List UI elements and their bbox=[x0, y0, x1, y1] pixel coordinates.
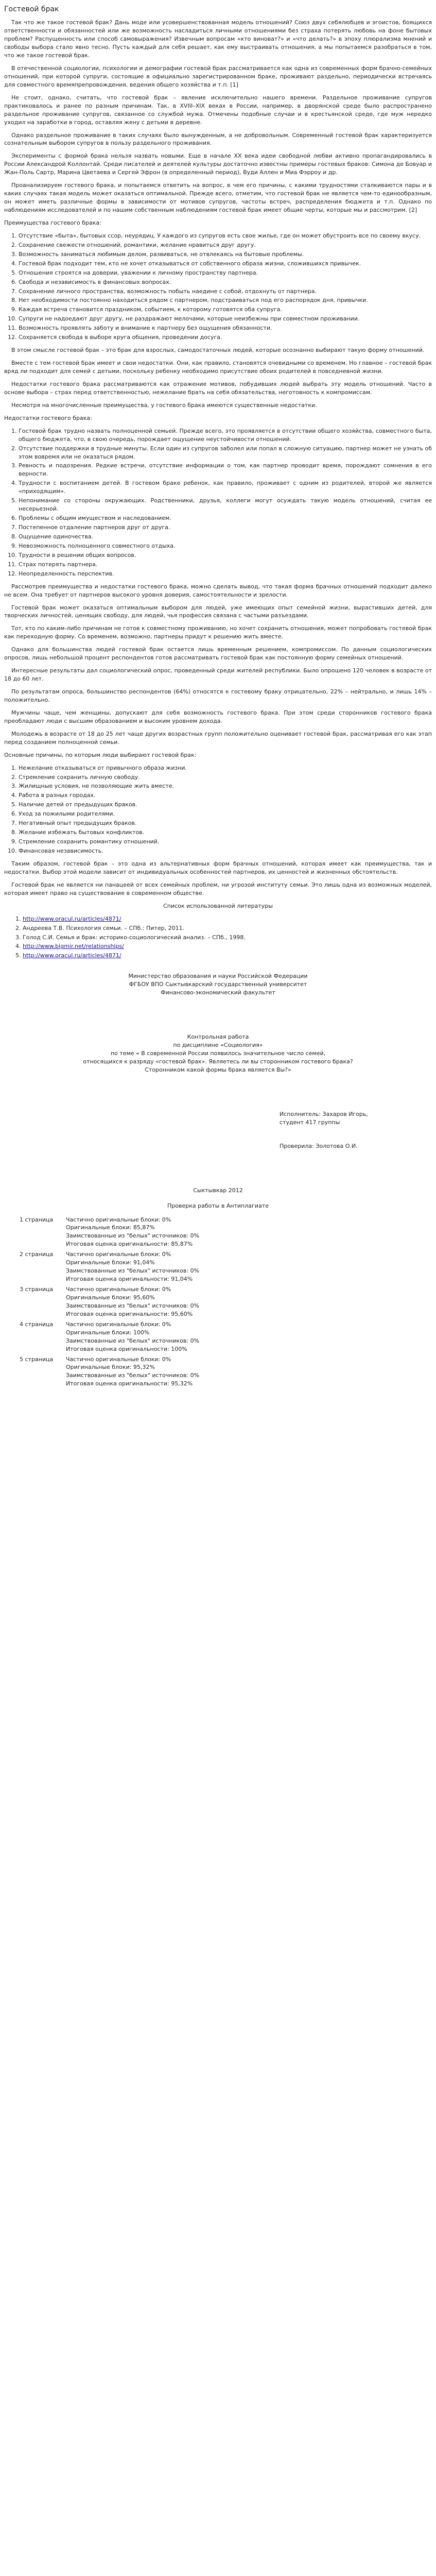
check-value: Оригинальные блоки: 85,87% bbox=[66, 1224, 155, 1231]
paragraph: По результатам опроса, большинство респондентов (64%) относятся к гостевому браку отрицательно, 22% – нейтрально, и лишь 14% – положительно. bbox=[4, 688, 432, 703]
paragraph: Не стоит, однако, считать, что гостевой брак – явление исключительно нашего времени. Раздельное проживание супругов практиковалось и ранее по разным причинам. Так, в XVIII–XIX веках в России, например, в дворянской среде было распространено раздельное проживание супругов, связанное со службой мужа. Отмечены подобные случаи и в крестьянской среде, где муж нередко уходил на заработки в город, оставляя жену с детьми в деревне. bbox=[4, 94, 432, 126]
check-value: Частично оригинальные блоки: 0% bbox=[66, 1355, 171, 1363]
reference-link[interactable]: http://www.oracul.ru/articles/4871/ bbox=[23, 952, 121, 959]
check-value: Частично оригинальные блоки: 0% bbox=[66, 1251, 171, 1258]
check-value: Итоговая оценка оригинальности: 95,32% bbox=[66, 1380, 193, 1387]
pros-heading: Преимущества гостевого брака: bbox=[4, 219, 101, 226]
paragraph: Гостевой брак не является ни панацеей от всех семейных проблем, ни угрозой институту семьи. Это лишь одна из возможных моделей, которая имеет право на существование в современном обществе. bbox=[4, 881, 432, 896]
reference-item: 3. Голод С.И. Семья и брак: историко-социологический анализ. – СПб., 1998. bbox=[23, 934, 432, 942]
reference-item[interactable] bbox=[23, 915, 432, 923]
list-item: 3. Возможность заниматься любимым делом, развиваться, не отвлекаясь на бытовые проблемы. bbox=[19, 250, 432, 259]
faculty-name: Финансово-экономический факультет bbox=[161, 989, 275, 996]
list-item: 5. Непонимание со стороны окружающих. Родственники, друзья, коллеги могут осуждать такую модель отношений, считая ее несерьезной. bbox=[19, 497, 432, 513]
list-item: 2. Сохранение свежести отношений, романтики, желание нравиться друг другу. bbox=[19, 241, 432, 249]
check-value: Итоговая оценка оригинальности: 100% bbox=[66, 1345, 187, 1352]
list-item: 2. Стремление сохранить личную свободу. bbox=[19, 773, 432, 782]
list-item: 11. Возможность проявлять заботу и внимание к партнеру без ощущения обязанности. bbox=[19, 324, 432, 332]
list-item: 7. Сохранение личного пространства, возможность побыть наедине с собой, отдохнуть от партнера. bbox=[19, 287, 432, 296]
reasons-heading: Основные причины, по которым люди выбирают гостевой брак: bbox=[4, 751, 197, 758]
check-value: Итоговая оценка оригинальности: 85,87% bbox=[66, 1241, 193, 1248]
check-row bbox=[4, 1216, 432, 1249]
checker: Проверила: Золотова О.И. bbox=[280, 1142, 358, 1149]
antiplagiat-section bbox=[4, 1202, 432, 1388]
list-item: 2. Отсутствие поддержки в трудные минуты. Если один из супругов заболел или попал в сложную ситуацию, партнер может не узнать об этом вовремя или не оказаться рядом. bbox=[19, 445, 432, 461]
list-item: 9. Каждая встреча становится праздником, событием, к которому готовятся оба супруга. bbox=[19, 306, 432, 314]
list-item: 8. Желание избежать бытовых конфликтов. bbox=[19, 828, 432, 837]
check-row bbox=[4, 1355, 432, 1388]
paragraph: Так что же такое гостевой брак? Дань моде или усовершенствованная модель отношений? Союз двух себялюбцев и эгоистов, боящихся ответственности и обязанностей или же возможность насладиться личными отношениями без страха потерять любовь на фоне бытовых проблем? Распущенность или способ самовыражения? Извечным вопросам «кто виноват?» и «что делать?» в эпоху плюрализма мнений и свободы выбора стало явно тесно. Пусть каждый для себя решает, как ему выстраивать отношения, а мы попытаемся разобраться в том, что же такое гостевой брак. bbox=[4, 19, 432, 59]
topic-line: относящихся к разряду «гостевой брак». Являетесь ли вы сторонником гостевого брака? bbox=[83, 1058, 353, 1065]
paragraph: Мужчины чаще, чем женщины, допускают для себя возможность гостевого брака. При этом среди сторонников гостевого брака преобладают люди с высшим образованием и высоким уровнем дохода. bbox=[4, 709, 432, 724]
middle-section bbox=[4, 359, 432, 410]
check-heading: Проверка работы в Антиплагиате bbox=[167, 1202, 269, 1209]
check-page-label: 1 страница bbox=[20, 1216, 54, 1223]
paragraph: Вместе с тем гостевой брак имеет и свои недостатки. Они, как правило, становятся очевидными со временем. Но главное – гостевой брак вряд ли подходит для семей с детьми, поскольку ребенку необходимо присутствие обоих родителей в повседневной жизни. bbox=[4, 360, 432, 375]
topic-line: по теме « В современной России появилось значительное число семей, bbox=[110, 1050, 326, 1057]
check-value: Частично оригинальные блоки: 0% bbox=[66, 1216, 171, 1223]
list-item: 6. Проблемы с общим имуществом и наследованием. bbox=[19, 514, 432, 522]
author-block bbox=[280, 1110, 432, 1150]
check-value: Заимствованные из "белых" источников: 0% bbox=[66, 1337, 200, 1344]
list-item: 7. Негативный опыт предыдущих браков. bbox=[19, 819, 432, 827]
list-item: 1. Отсутствие «быта», бытовых ссор, неурядиц. У каждого из супругов есть свое жилье, где он может обустроить все по своему вкусу. bbox=[19, 232, 432, 240]
check-value: Заимствованные из "белых" источников: 0% bbox=[66, 1232, 200, 1240]
check-value: Частично оригинальные блоки: 0% bbox=[66, 1320, 171, 1328]
list-item: 6. Уход за пожилыми родителями. bbox=[19, 810, 432, 818]
check-value: Заимствованные из "белых" источников: 0% bbox=[66, 1372, 200, 1379]
cons-list bbox=[4, 427, 432, 578]
check-value: Итоговая оценка оригинальности: 91,04% bbox=[66, 1276, 193, 1283]
list-item: 12. Неопределенность перспектив. bbox=[19, 570, 432, 578]
paragraph: Тот, кто по каким-либо причинам не готов к совместному проживанию, но хочет сохранить отношения, может попробовать гостевой брак как переходную форму. Со временем, возможно, партнеры придут к решению жить вместе. bbox=[4, 625, 432, 640]
list-item: 5. Отношения строятся на доверии, уважении к личному пространству партнера. bbox=[19, 269, 432, 277]
list-item: 5. Наличие детей от предыдущих браков. bbox=[19, 801, 432, 809]
check-value: Заимствованные из "белых" источников: 0% bbox=[66, 1302, 200, 1309]
paragraph: Интересные результаты дал социологический опрос, проведенный среди жителей республики. Было опрошено 120 человек в возрасте от 18 до 60 лет. bbox=[4, 667, 432, 683]
analysis-section bbox=[4, 583, 432, 663]
student-group: студент 417 группы bbox=[280, 1118, 340, 1126]
paragraph: Однако раздельное проживание в таких случаях было вынужденным, а не добровольным. Современный гостевой брак характеризуется сознательным выбором супругов в пользу раздельного проживания. bbox=[4, 131, 432, 147]
discipline: по дисциплине «Социология» bbox=[173, 1042, 263, 1049]
check-value: Оригинальные блоки: 100% bbox=[66, 1329, 150, 1336]
check-page-label: 3 страница bbox=[20, 1286, 54, 1293]
paragraph: В этом смысле гостевой брак – это брак для взрослых, самодостаточных людей, которые осознанно выбирают такую форму отношений. bbox=[11, 347, 425, 354]
paragraph: Молодежь в возрасте от 18 до 25 лет чаще других возрастных групп положительно оценивает гостевой брак, рассматривая его как этап перед созданием полноценной семьи. bbox=[4, 730, 432, 745]
check-page-label: 2 страница bbox=[20, 1251, 54, 1258]
check-value: Частично оригинальные блоки: 0% bbox=[66, 1286, 171, 1293]
university-name: ФГБОУ ВПО Сыктывкарский государственный университет bbox=[129, 981, 307, 988]
paragraph: Однако для большинства людей гостевой брак остается лишь временным решением, компромиссом. По данным социологических опросов, лишь небольшой процент респондентов готов рассматривать гостевой брак как постоянную форму семейных отношений. bbox=[4, 646, 432, 662]
list-item: 9. Стремление сохранить романтику отношений. bbox=[19, 838, 432, 846]
survey-section bbox=[4, 667, 432, 747]
check-value: Оригинальные блоки: 91,04% bbox=[66, 1259, 155, 1266]
reference-link[interactable]: http://www.oracul.ru/articles/4871/ bbox=[23, 915, 121, 922]
intro-section bbox=[4, 19, 432, 214]
reference-item: 2. Андреева Т.В. Психология семьи. – СПб.: Питер, 2011. bbox=[23, 924, 432, 933]
check-value: Заимствованные из "белых" источников: 0% bbox=[66, 1267, 200, 1275]
list-item: 12. Сохраняется свобода в выборе круга общения, проведении досуга. bbox=[19, 333, 432, 342]
ministry-name: Министерство образования и науки Российской Федерации bbox=[128, 973, 308, 980]
pros-list bbox=[4, 232, 432, 342]
city-year: Сыктывкар 2012 bbox=[193, 1187, 243, 1194]
paragraph: Гостевой брак может оказаться оптимальным выбором для людей, уже имеющих опыт семейной жизни, вырастивших детей, для творческих личностей, ценящих свободу, для людей, чья профессия связана с частыми разъездами. bbox=[4, 604, 432, 619]
check-value: Оригинальные блоки: 95,60% bbox=[66, 1294, 155, 1301]
paragraph: Рассмотрев преимущества и недостатки гостевого брака, можно сделать вывод, что такая форма брачных отношений подходит далеко не всем. Она требует от партнеров высокого уровня доверия, самостоятельности и зрелости. bbox=[4, 583, 432, 598]
check-row bbox=[4, 1250, 432, 1283]
list-item: 6. Свобода и независимость в финансовых вопросах. bbox=[19, 278, 432, 286]
list-item: 1. Гостевой брак трудно назвать полноценной семьей. Прежде всего, это проявляется в отсутствии общего хозяйства, совместного быта, общего бюджета, что, в свою очередь, порождает ощущение неустойчивости отношений. bbox=[19, 427, 432, 444]
paragraph: В отечественной социологии, психологии и демографии гостевой брак рассматривается как одна из современных форм брачно-семейных отношений, при которой супруги, состоящие в официально зарегистрированном браке, проживают раздельно, периодически встречаясь для совместного времяпрепровождения, ведения общего хозяйства и т.п. [1] bbox=[4, 64, 432, 88]
list-item: 4. Работа в разных городах. bbox=[19, 791, 432, 800]
reference-link[interactable]: http://www.bigmir.net/relationships/ bbox=[23, 943, 124, 950]
check-page-label: 5 страница bbox=[20, 1355, 54, 1363]
list-item: 11. Страх потерять партнера. bbox=[19, 561, 432, 569]
list-item: 8. Ощущение одиночества. bbox=[19, 533, 432, 541]
references-heading: Список использованной литературы bbox=[163, 902, 273, 909]
list-item: 10. Супруги не надоедают друг другу, не раздражают мелочами, которые неизбежны при совместном проживании. bbox=[19, 315, 432, 323]
reasons-list bbox=[4, 764, 432, 855]
cons-heading: Недостатки гостевого брака: bbox=[4, 414, 92, 421]
page-title: Гостевой брак bbox=[4, 5, 59, 13]
work-type: Контрольная работа bbox=[187, 1033, 249, 1041]
list-item: 4. Гостевой брак подходит тем, кто не хочет отказываться от собственного образа жизни, сложившихся привычек. bbox=[19, 260, 432, 268]
list-item: 10. Трудности в решении общих вопросов. bbox=[19, 551, 432, 560]
check-value: Оригинальные блоки: 95,32% bbox=[66, 1364, 155, 1371]
list-item: 3. Жилищные условия, не позволяющие жить вместе. bbox=[19, 782, 432, 790]
title-page bbox=[4, 972, 432, 1194]
topic-line: Сторонником какой формы брака является Вы?» bbox=[145, 1066, 291, 1073]
reference-item[interactable] bbox=[23, 952, 432, 960]
paragraph: Проанализируем гостевого брака, и попытаемся ответить на вопрос, в чем его причины, с какими трудностями сталкиваются пары и в каких случаях такая модель может оказаться оптимальной. Прежде всего, отметим, что гостевой брак не является чем-то единообразным, он может иметь различные формы в зависимости от мотивов супругов, частоты встреч, распределения бюджета и т.п. Однако по наблюдениям исследователей и по нашим собственным наблюдениям гостевой брак имеет общие черты, которые мы и рассмотрим. [2] bbox=[4, 182, 432, 214]
check-row bbox=[4, 1285, 432, 1318]
list-item: 10. Финансовая независимость. bbox=[19, 847, 432, 855]
list-item: 7. Постепенное отдаление партнеров друг от друга. bbox=[19, 523, 432, 532]
check-page-label: 4 страница bbox=[20, 1320, 54, 1328]
conclusion-section bbox=[4, 860, 432, 897]
performer: Исполнитель: Захаров Игорь, bbox=[280, 1110, 368, 1117]
list-item: 1. Нежелание отказываться от привычного образа жизни. bbox=[19, 764, 432, 772]
list-item: 9. Невозможность полноценного совместного отдыха. bbox=[19, 542, 432, 550]
paragraph: Таким образом, гостевой брак – это одна из альтернативных форм брачных отношений, которая имеет как преимущества, так и недостатки. Выбор этой модели зависит от индивидуальных особенностей партнеров, их ценностей и жизненных обстоятельств. bbox=[4, 860, 432, 875]
paragraph: Эксперименты с формой брака нельзя назвать новыми. Еще в начале ХХ века идеи свободной любви активно пропагандировались в России Александрой Коллонтай. Среди писателей и деятелей культуры достаточно известны примеры гостевых браков: Симона де Бовуар и Жан-Поль Сартр, Марина Цветаева и Сергей Эфрон (в определенный период), Вуди Аллен и Миа Фэрроу и др. bbox=[4, 152, 432, 176]
list-item: 4. Трудности с воспитанием детей. В гостевом браке ребенок, как правило, проживает с одним из родителей, второй же является «приходящим». bbox=[19, 479, 432, 496]
paragraph: Недостатки гостевого брака рассматриваются как отражение мотивов, побудивших людей выбрать эту модель отношений. Часто в основе выбора – страх перед ответственностью, нежелание брать на себя обязательства, неготовность к компромиссам. bbox=[4, 380, 432, 396]
list-item: 3. Ревность и подозрения. Редкие встречи, отсутствие информации о том, как партнер проводит время, порождают сомнения в его верности. bbox=[19, 462, 432, 478]
references-list bbox=[4, 915, 432, 960]
paragraph: Несмотря на многочисленные преимущества, у гостевого брака имеются существенные недостатки. bbox=[11, 401, 317, 409]
check-value: Итоговая оценка оригинальности: 95,60% bbox=[66, 1310, 193, 1317]
check-row bbox=[4, 1320, 432, 1353]
list-item: 8. Нет необходимости постоянно находиться рядом с партнером, подстраиваться под его распорядок дня, привычки. bbox=[19, 296, 432, 304]
reference-item[interactable] bbox=[23, 942, 432, 951]
